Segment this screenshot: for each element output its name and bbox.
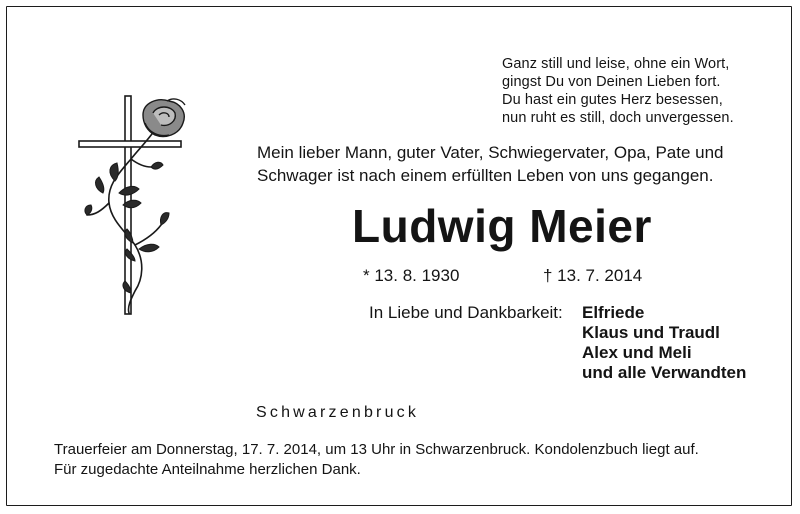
cross-with-rose-icon: [73, 93, 203, 323]
deceased-name: Ludwig Meier: [352, 200, 652, 252]
poem: [502, 55, 792, 127]
intro-text: [257, 141, 797, 187]
mourner-name: Alex und Meli: [582, 343, 692, 362]
place-name: Schwarzenbruck: [256, 404, 420, 421]
footer-text: [54, 440, 794, 480]
footer-line: Für zugedachte Anteilnahme herzlichen Dank.: [54, 461, 361, 478]
mourner-name: Klaus und Traudl: [582, 323, 720, 342]
footer-line: Trauerfeier am Donnerstag, 17. 7. 2014, um 13 Uhr in Schwarzenbruck. Kondolenzbuch liegt auf.: [54, 441, 699, 458]
poem-line: nun ruht es still, doch unvergessen.: [502, 110, 734, 126]
birth-date: * 13. 8. 1930: [363, 266, 460, 285]
mourners-label: In Liebe und Dankbarkeit:: [369, 303, 563, 322]
intro-line: Schwager ist nach einem erfüllten Leben von uns gegangen.: [257, 166, 714, 185]
intro-line: Mein lieber Mann, guter Vater, Schwiegervater, Opa, Pate und: [257, 143, 724, 162]
mourner-name: Elfriede: [582, 303, 645, 322]
notice-frame: [6, 6, 792, 506]
rose-bloom-icon: [143, 99, 185, 137]
poem-line: Ganz still und leise, ohne ein Wort,: [502, 56, 730, 72]
mourners-list: [582, 303, 746, 383]
mourner-name: und alle Verwandten: [582, 363, 747, 382]
poem-line: Du hast ein gutes Herz besessen,: [502, 92, 723, 108]
poem-line: gingst Du von Deinen Lieben fort.: [502, 74, 721, 90]
death-date: † 13. 7. 2014: [543, 266, 643, 285]
